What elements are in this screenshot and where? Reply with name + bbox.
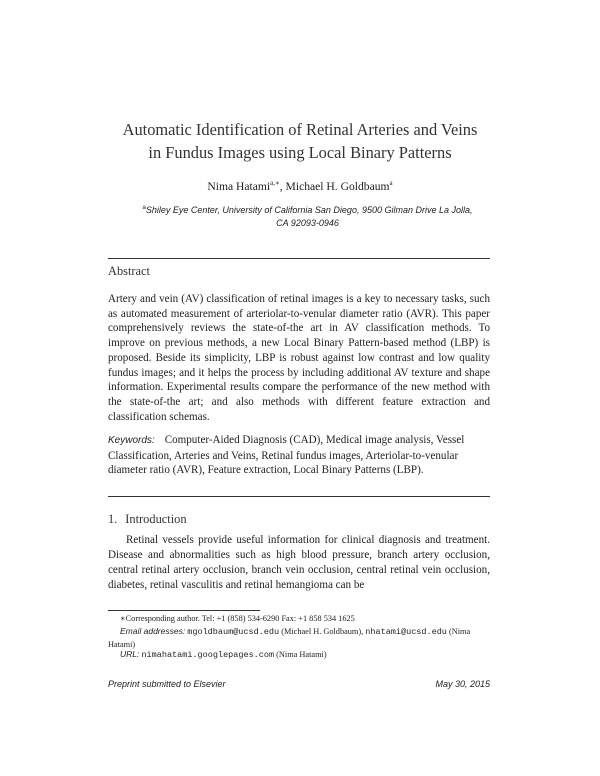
abstract-top-rule (108, 258, 490, 259)
email-link[interactable]: mgoldbaum@ucsd.edu (187, 627, 280, 637)
email-owner: (Michael H. Goldbaum), (281, 627, 364, 636)
affiliation-line-2: CA 92093-0946 (276, 218, 339, 228)
author-list (0, 179, 600, 193)
email-link[interactable]: nhatami@ucsd.edu (365, 627, 447, 637)
paper-title (80, 118, 520, 164)
footnote-rule (108, 610, 260, 611)
title-line-2: in Fundus Images using Local Binary Patterns (148, 143, 452, 162)
preprint-date: May 30, 2015 (435, 679, 490, 689)
section-title: Introduction (125, 512, 187, 526)
affiliation (130, 202, 485, 230)
affiliation-line-1: Shiley Eye Center, University of California San Diego, 9500 Gilman Drive La Jolla, (145, 205, 473, 215)
affiliation-mark: a (142, 205, 146, 211)
footnote-emails (108, 626, 490, 650)
author-name: Michael H. Goldbaum (285, 179, 390, 193)
abstract-heading: Abstract (108, 264, 150, 278)
email-label: Email addresses: (120, 626, 186, 636)
introduction-text: Retinal vessels provide useful information for clinical diagnosis and treatment. Disease and abnormalities such as high blood pressure, branch artery occlusion, central retinal artery occlusion, branch vein occlusion, central retinal vein occlusion, diabetes, retinal vasculitis and retinal hemangioma can be (108, 534, 490, 591)
keywords (108, 433, 490, 478)
footnote-url (108, 649, 490, 662)
url-link[interactable]: nimahatami.googlepages.com (141, 650, 275, 660)
author-name: Nima Hatami (207, 179, 271, 193)
author-affil-mark: a,∗ (270, 179, 280, 187)
abstract-text: Artery and vein (AV) classification of retinal images is a key to necessary tasks, such as automated measurement of arteriolar-to-venular diameter ratio (AVR). This paper comprehensively reviews the state-of-the art in AV classification methods. To improve on previous methods, a new Local Binary Pattern-based method (LBP) is proposed. Beside its simplicity, LBP is robust against low contrast and low quality fundus images; and it helps the process by including additional AV texture and shape information. Experimental results compare the performance of the new method with the state-of-the art; and also methods with different feature extraction and classification schemas. (108, 293, 490, 423)
abstract-bottom-rule (108, 496, 490, 497)
keywords-text: Computer-Aided Diagnosis (CAD), Medical image analysis, Vessel Classification, Arteries and Veins, Retinal fundus images, Arteriolar-to-venular diameter ratio (AVR), Feature extraction, Local Binary Patterns (LBP). (108, 434, 465, 477)
title-line-1: Automatic Identification of Retinal Arteries and Veins (122, 120, 478, 139)
preprint-note: Preprint submitted to Elsevier (108, 679, 226, 689)
author-affil-mark: a (389, 179, 393, 187)
footnote-corresponding: ∗Corresponding author. Tel: +1 (858) 534-6290 Fax: +1 858 534 1625 (120, 614, 355, 623)
section-number: 1. (108, 512, 118, 526)
url-label: URL: (120, 649, 140, 659)
section-heading (108, 512, 187, 527)
keywords-label: Keywords: (108, 435, 155, 446)
email-owner: (Nima Hatami) (108, 627, 471, 649)
author-separator: , (279, 179, 286, 193)
url-owner: (Nima Hatami) (276, 650, 327, 659)
